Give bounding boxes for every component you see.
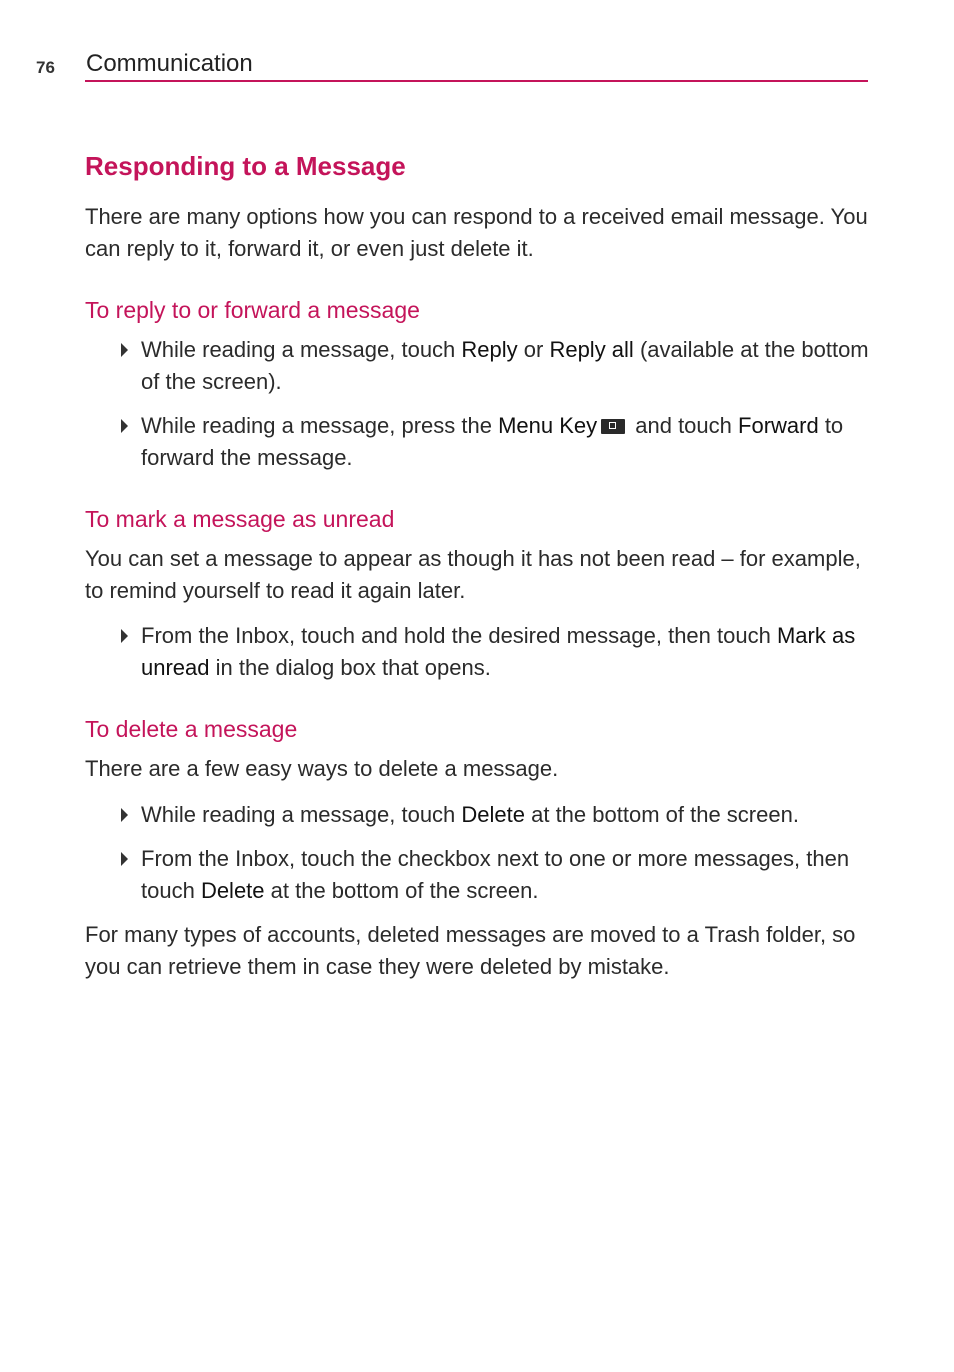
bullet-mark-unread: From the Inbox, touch and hold the desired message, then touch Mark as unread in the dialog box that opens. bbox=[85, 620, 875, 683]
term-reply-all: Reply all bbox=[549, 337, 634, 362]
page-content bbox=[85, 148, 875, 982]
bullet-delete-inbox: From the Inbox, touch the checkbox next to one or more messages, then touch Delete at the bottom of the screen. bbox=[85, 843, 875, 906]
delete-intro-paragraph: There are a few easy ways to delete a message. bbox=[85, 756, 559, 781]
triangle-right-icon bbox=[121, 343, 128, 357]
intro-paragraph: There are many options how you can respond to a received email message. You can reply to it, forward it, or even just delete it. bbox=[85, 204, 868, 261]
bullet-delete-reading: While reading a message, touch Delete at the bottom of the screen. bbox=[85, 799, 875, 831]
delete-outro-paragraph: For many types of accounts, deleted messages are moved to a Trash folder, so you can retrieve them in case they were deleted by mistake. bbox=[85, 922, 856, 979]
heading-reply-forward: To reply to or forward a message bbox=[85, 297, 420, 323]
page-number: 76 bbox=[36, 58, 55, 77]
term-reply: Reply bbox=[461, 337, 518, 362]
term-menu-key: Menu Key bbox=[498, 413, 598, 438]
bullet-reply: While reading a message, touch Reply or Reply all (available at the bottom of the screen). bbox=[85, 334, 875, 397]
triangle-right-icon bbox=[121, 419, 128, 433]
unread-intro-paragraph: You can set a message to appear as though it has not been read – for example, to remind yourself to read it again later. bbox=[85, 546, 861, 603]
term-mark-as-unread: Mark as unread bbox=[141, 623, 856, 680]
heading-mark-unread: To mark a message as unread bbox=[85, 506, 395, 532]
triangle-right-icon bbox=[121, 629, 128, 643]
bullet-forward: While reading a message, press the Menu Key and touch Forward to forward the message. bbox=[85, 410, 875, 473]
term-delete: Delete bbox=[200, 877, 265, 903]
triangle-right-icon bbox=[121, 808, 128, 822]
page-title: Responding to a Message bbox=[85, 151, 406, 181]
term-forward: Forward bbox=[738, 413, 819, 438]
triangle-right-icon bbox=[121, 852, 128, 866]
term-delete: Delete bbox=[461, 801, 525, 827]
menu-key-icon bbox=[601, 419, 625, 434]
heading-delete: To delete a message bbox=[85, 716, 298, 742]
header-rule bbox=[85, 80, 868, 82]
section-label: Communication bbox=[86, 50, 253, 77]
